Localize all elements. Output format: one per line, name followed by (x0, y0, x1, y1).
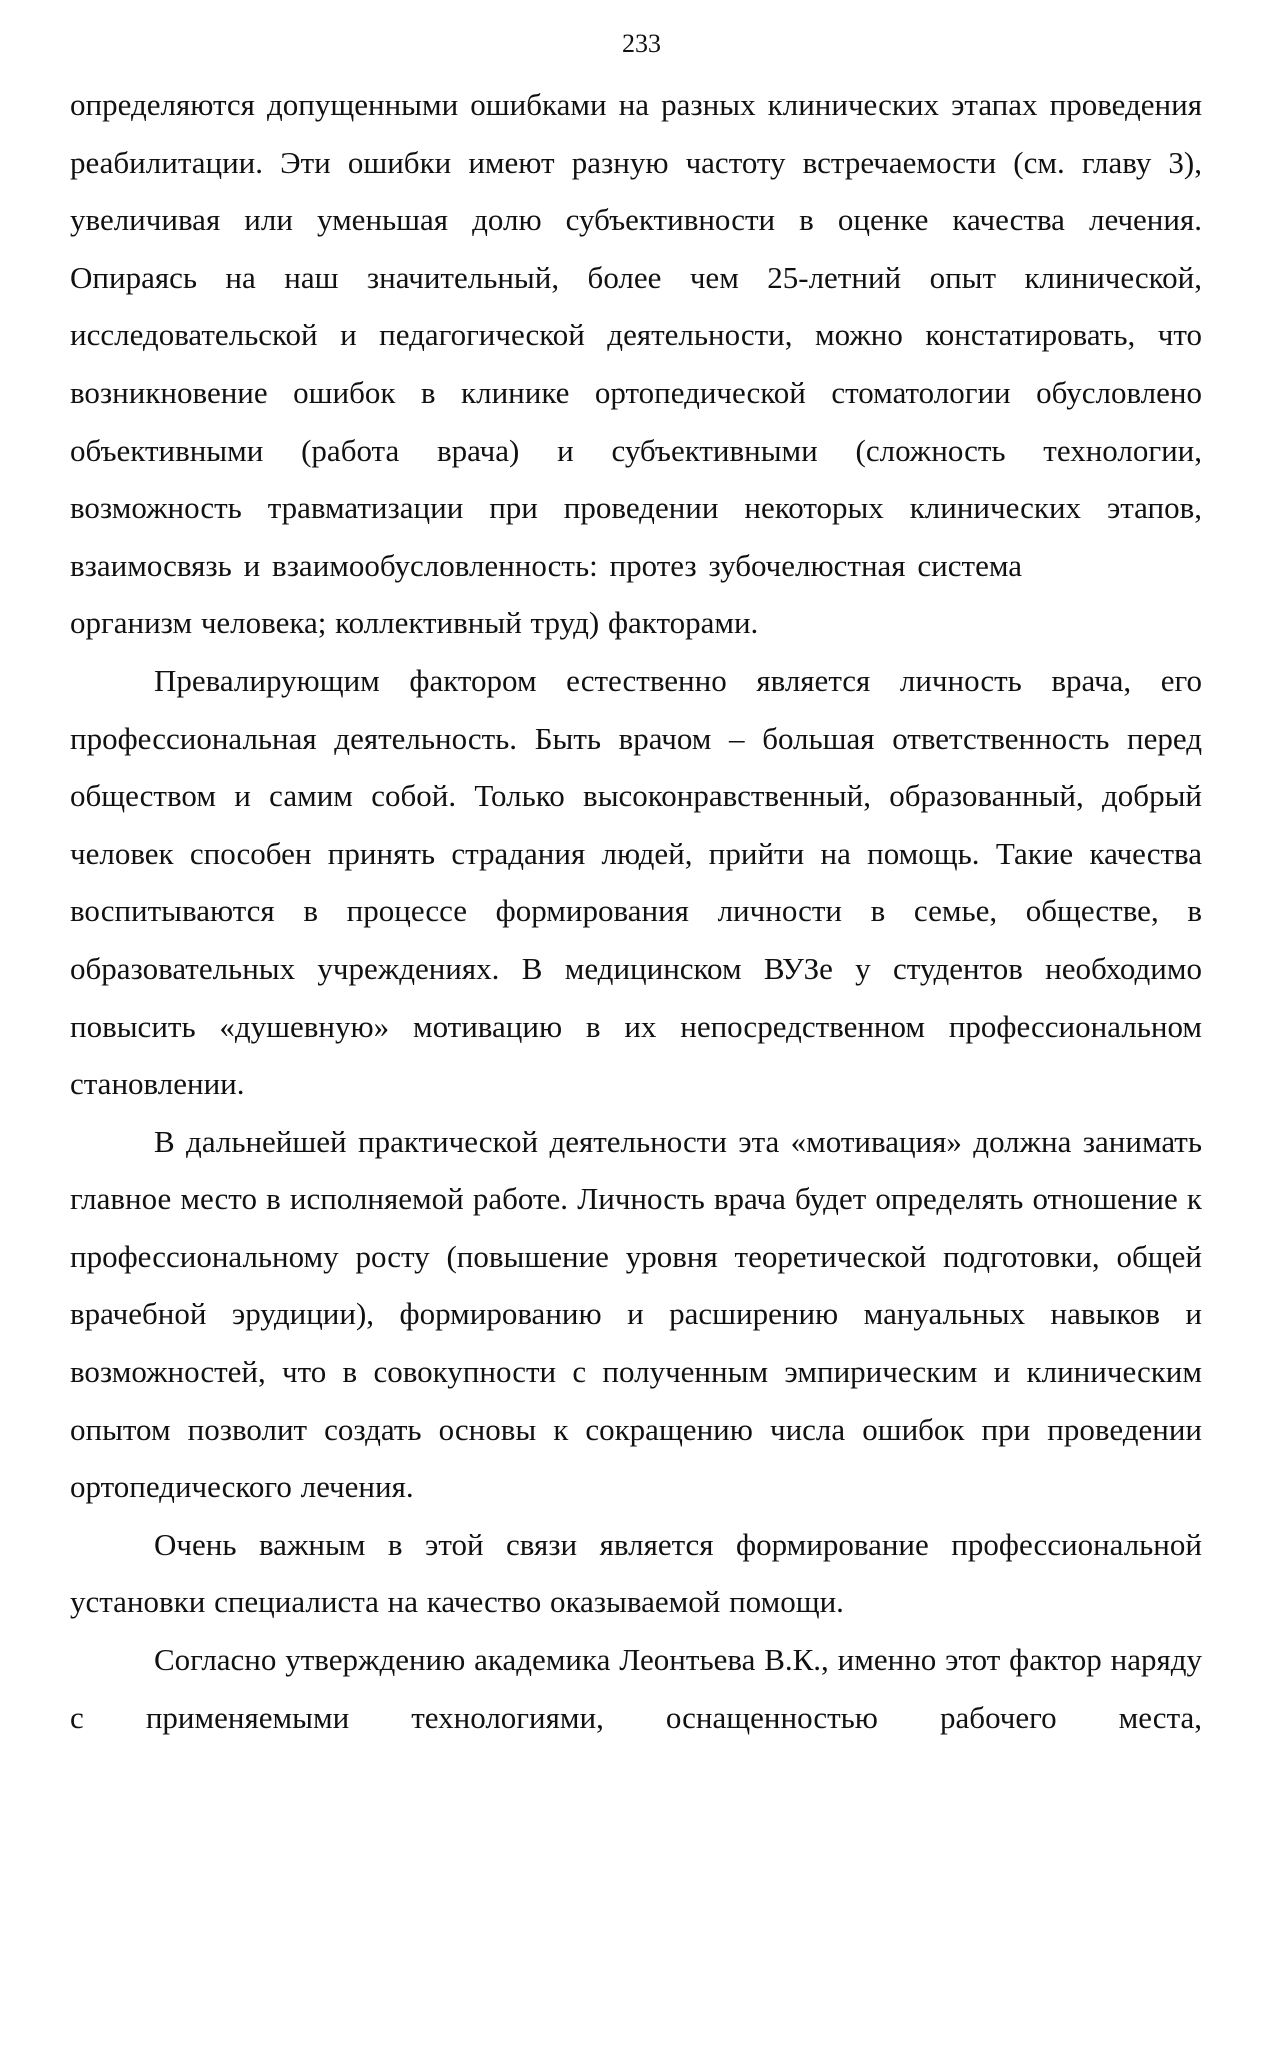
paragraph-4: Очень важным в этой связи является формирование профессиональной установки специалиста на качество оказываемой помощи. (70, 1526, 1202, 1620)
paragraph-1-part-2: организм человека; коллективный труд) факторами. (70, 605, 759, 641)
paragraph-1-part-1: определяются допущенными ошибками на разных клинических этапах проведения реабилитации. Эти ошибки имеют разную частоту встречаемости (см. главу 3), увеличивая или уменьшая долю субъективности в оценке качества лечения. Опираясь на наш значительный, более чем 25-летний опыт клинической, исследовательской и педагогической деятельности, можно констатировать, что возникновение ошибок в клинике ортопедической стоматологии обусловлено объективными (работа врача) и субъективными (сложность технологии, возможность травматизации при проведении некоторых клинических этапов, взаимосвязь и взаимообусловленность: протез зубочелюстная система (70, 87, 1202, 583)
paragraph-3: В дальнейшей практической деятельности эта «мотивация» должна занимать главное место в исполняемой работе. Личность врача будет определять отношение к профессиональному росту (повышение уровня теоретической подготовки, общей врачебной эрудиции), формированию и расширению мануальных навыков и возможностей, что в совокупности с полученным эмпирическим и клиническим опытом позволит создать основы к сокращению числа ошибок при проведении ортопедического лечения. (70, 1123, 1202, 1505)
page-number: 233 (622, 29, 661, 58)
paragraph-1 (70, 76, 1202, 652)
paragraph-2: Превалирующим фактором естественно является личность врача, его профессиональная деятельность. Быть врачом – большая ответственность перед обществом и самим собой. Только высоконравственный, образованный, добрый человек способен принять страдания людей, прийти на помощь. Такие качества воспитываются в процессе формирования личности в семье, обществе, в образовательных учреждениях. В медицинском ВУЗе у студентов необходимо повысить «душевную» мотивацию в их непосредственном профессиональном становлении. (70, 662, 1202, 1102)
paragraph-5: Согласно утверждению академика Леонтьева В.К., именно этот фактор наряду с применяемыми технологиями, оснащенностью рабочего места, (70, 1642, 1202, 1735)
body-text (70, 76, 1202, 1746)
